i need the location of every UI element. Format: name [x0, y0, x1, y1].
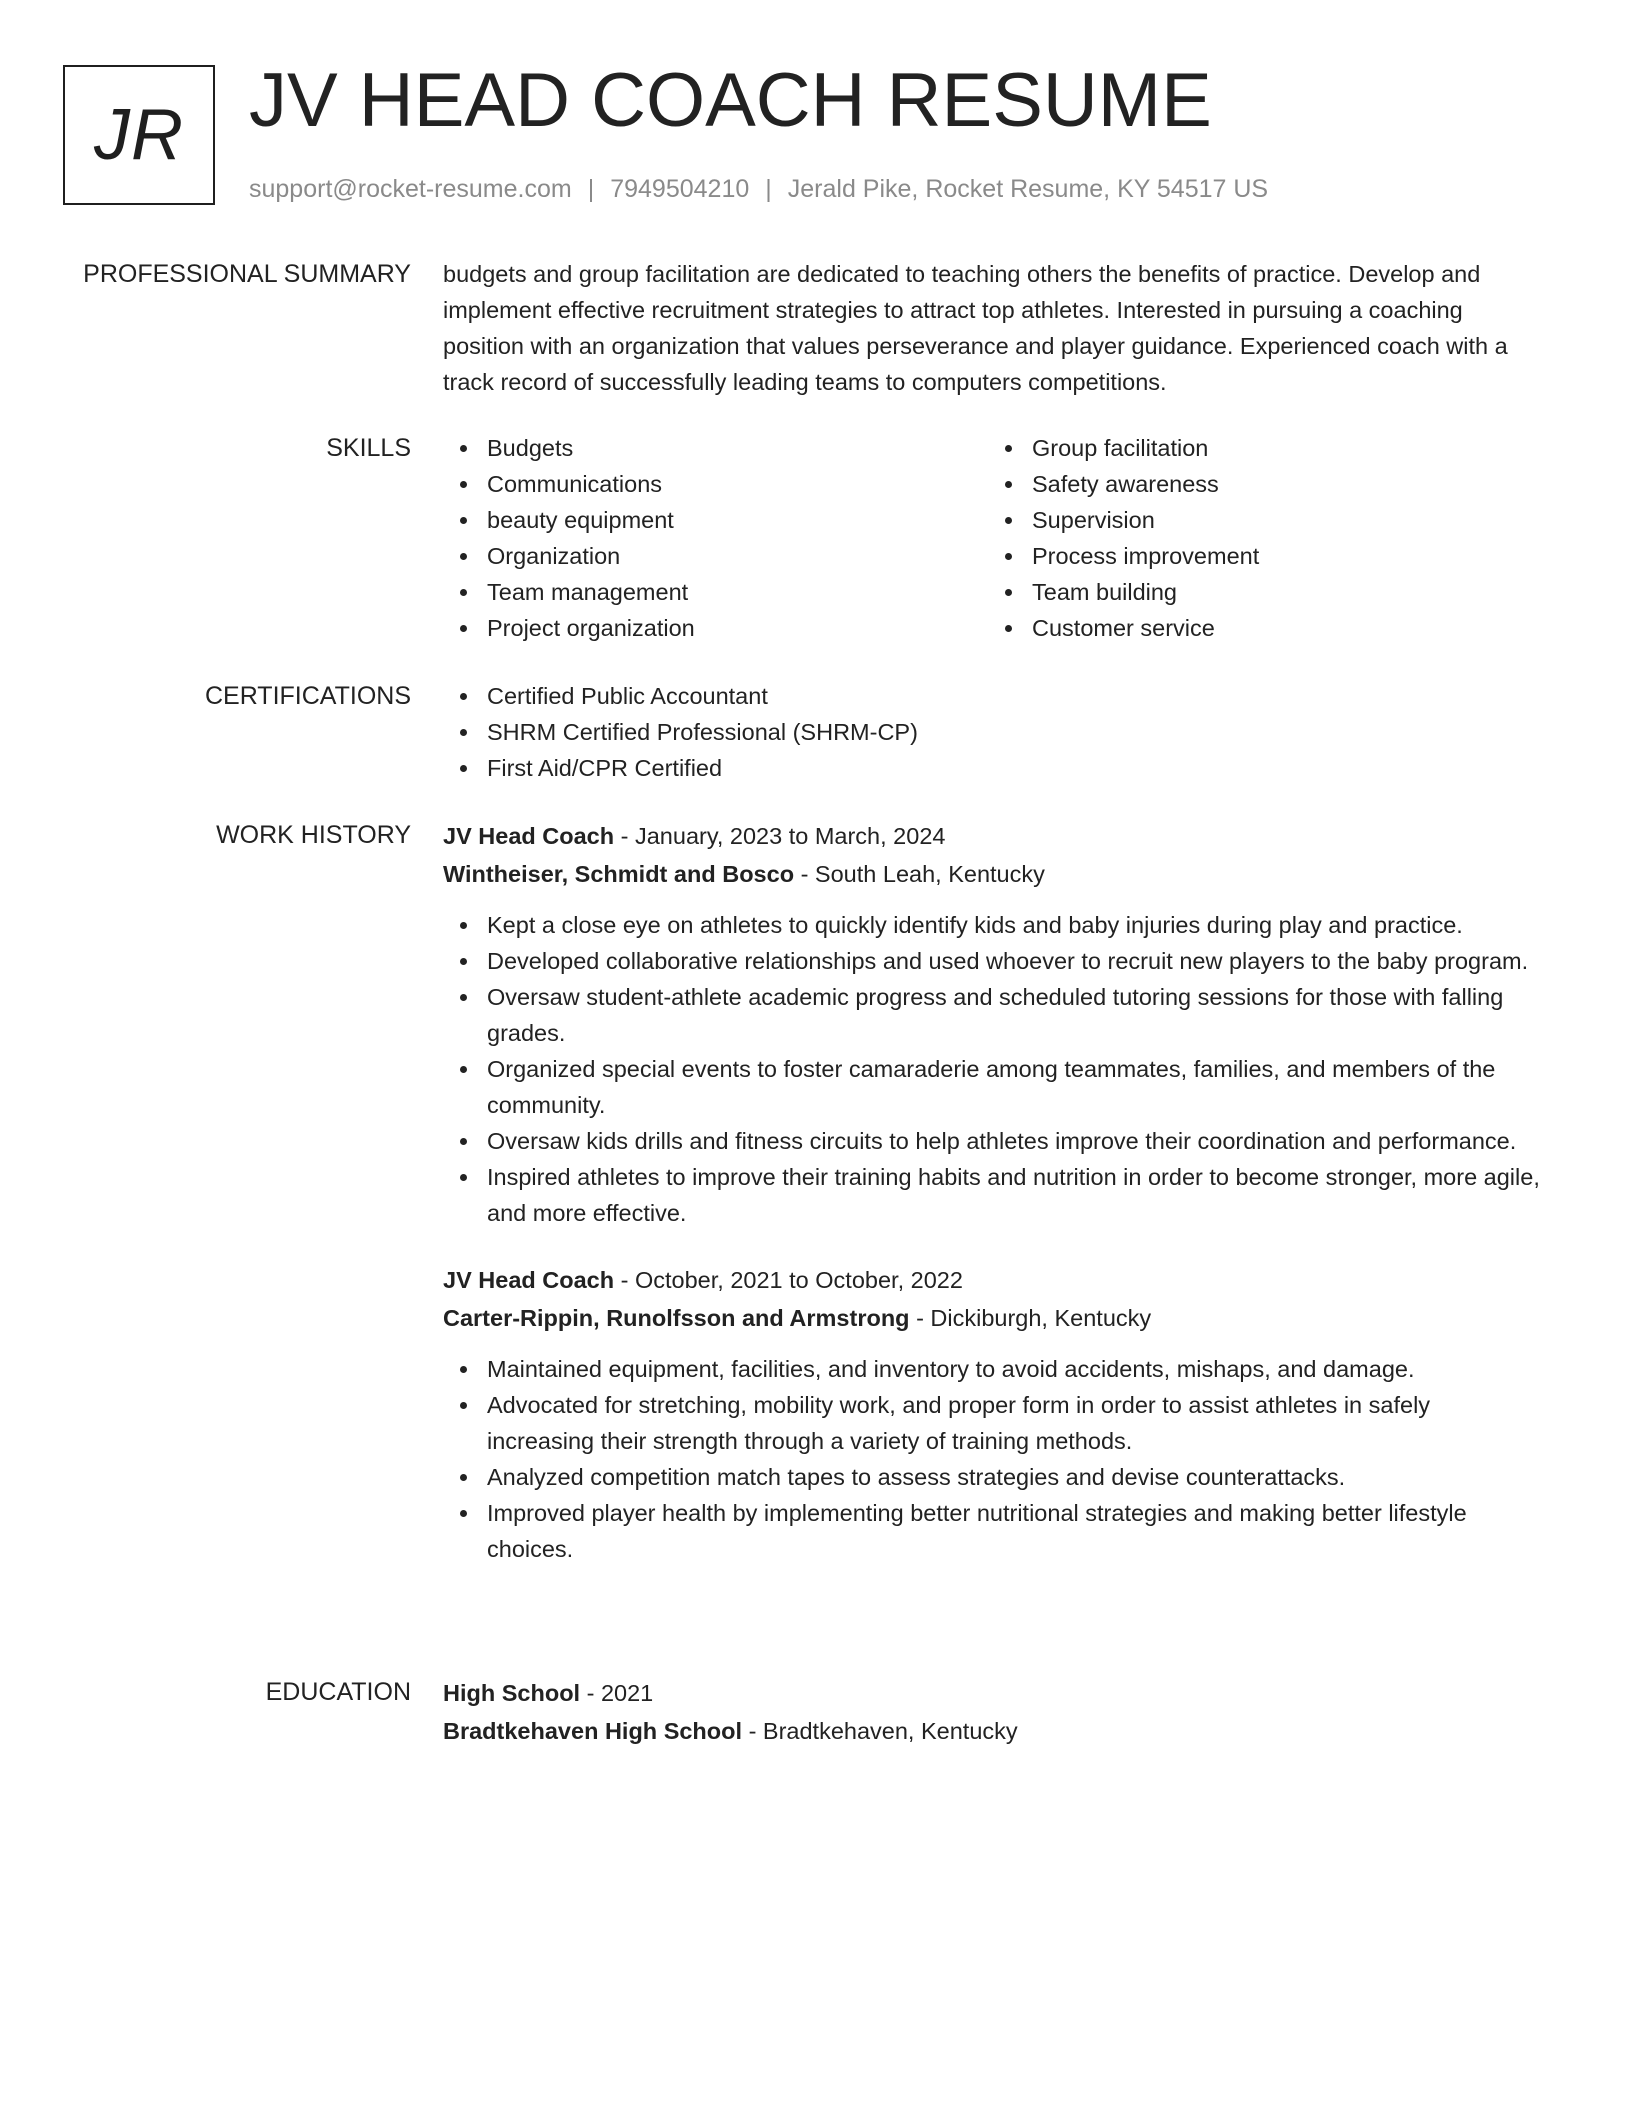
summary-text: budgets and group facilitation are dedicated to teaching others the benefits of practice. Develop and implement effective recruitment strategies to attract top athletes. Interested in pursuing a coaching position with an organization that values perseverance and player guidance. Experienced coach with a track record of successfully leading teams to computers competitions. [443, 261, 1508, 395]
job-bullet: Maintained equipment, facilities, and inventory to avoid accidents, mishaps, and damage. [443, 1351, 1543, 1387]
education-body [443, 1674, 1543, 1750]
skill-item: beauty equipment [443, 502, 988, 538]
skill-item: Organization [443, 538, 988, 574]
education-degree-line [443, 1674, 1543, 1712]
job-company: Wintheiser, Schmidt and Bosco [443, 861, 795, 887]
job-bullet: Inspired athletes to improve their training habits and nutrition in order to become stronger, more agile, and more effective. [443, 1159, 1543, 1231]
job-entry [443, 817, 1543, 1231]
skill-item: Process improvement [988, 538, 1533, 574]
job-location: - South Leah, Kentucky [800, 861, 1045, 887]
job-bullets [443, 907, 1543, 1231]
skill-item: Project organization [443, 610, 988, 646]
job-location: - Dickiburgh, Kentucky [916, 1305, 1152, 1331]
job-dates: - October, 2021 to October, 2022 [620, 1267, 963, 1293]
certifications-body [443, 678, 1543, 786]
education-degree: High School [443, 1680, 581, 1706]
section-label-summary: PROFESSIONAL SUMMARY [83, 260, 411, 288]
job-bullet: Advocated for stretching, mobility work, and proper form in order to assist athletes in safely increasing their strength through a variety of training methods. [443, 1387, 1543, 1459]
education-school-line [443, 1712, 1543, 1750]
job-bullet: Oversaw kids drills and fitness circuits to help athletes improve their coordination and performance. [443, 1123, 1543, 1159]
skill-item: Communications [443, 466, 988, 502]
skill-item: Group facilitation [988, 430, 1533, 466]
job-title: JV Head Coach [443, 823, 615, 849]
education-year: - 2021 [586, 1680, 654, 1706]
skills-body [443, 430, 1543, 646]
contact-address: Jerald Pike, Rocket Resume, KY 54517 US [787, 175, 1269, 203]
certification-item: Certified Public Accountant [443, 678, 1543, 714]
monogram-logo: JR [63, 65, 215, 205]
education-school: Bradtkehaven High School [443, 1718, 743, 1744]
contact-separator: | [587, 175, 595, 203]
job-bullets [443, 1351, 1543, 1567]
job-bullet: Kept a close eye on athletes to quickly identify kids and baby injuries during play and practice. [443, 907, 1543, 943]
contact-separator: | [765, 175, 772, 203]
contact-line [249, 172, 1268, 206]
job-title-line [443, 817, 1543, 855]
job-company: Carter-Rippin, Runolfsson and Armstrong [443, 1305, 910, 1331]
work-history-body [443, 817, 1543, 1567]
skills-list-right [988, 430, 1533, 646]
job-bullet: Oversaw student-athlete academic progress and scheduled tutoring sessions for those with falling grades. [443, 979, 1543, 1051]
skill-item: Supervision [988, 502, 1533, 538]
section-label-skills: SKILLS [326, 434, 411, 462]
job-title-line [443, 1261, 1543, 1299]
certifications-list [443, 678, 1543, 786]
section-label-education: EDUCATION [265, 1678, 411, 1706]
resume-title: JV HEAD COACH RESUME [249, 58, 1212, 143]
job-dates: - January, 2023 to March, 2024 [620, 823, 946, 849]
job-bullet: Improved player health by implementing better nutritional strategies and making better lifestyle choices. [443, 1495, 1543, 1567]
skill-item: Team management [443, 574, 988, 610]
skill-item: Safety awareness [988, 466, 1533, 502]
job-bullet: Analyzed competition match tapes to assess strategies and devise counterattacks. [443, 1459, 1543, 1495]
job-bullet: Organized special events to foster camaraderie among teammates, families, and members of the community. [443, 1051, 1543, 1123]
job-title: JV Head Coach [443, 1267, 615, 1293]
skill-item: Team building [988, 574, 1533, 610]
job-bullet: Developed collaborative relationships and used whoever to recruit new players to the baby program. [443, 943, 1543, 979]
job-entry [443, 1261, 1543, 1567]
skills-list-left [443, 430, 988, 646]
certification-item: First Aid/CPR Certified [443, 750, 1543, 786]
job-company-line [443, 855, 1543, 893]
certification-item: SHRM Certified Professional (SHRM-CP) [443, 714, 1543, 750]
contact-phone: 7949504210 [610, 175, 750, 203]
summary-body [443, 256, 1543, 400]
section-label-certifications: CERTIFICATIONS [204, 682, 411, 710]
skill-item: Customer service [988, 610, 1533, 646]
contact-email[interactable]: support@rocket-resume.com [249, 175, 572, 203]
job-company-line [443, 1299, 1543, 1337]
skill-item: Budgets [443, 430, 988, 466]
section-label-work-history: WORK HISTORY [216, 821, 411, 849]
education-location: - Bradtkehaven, Kentucky [748, 1718, 1018, 1744]
